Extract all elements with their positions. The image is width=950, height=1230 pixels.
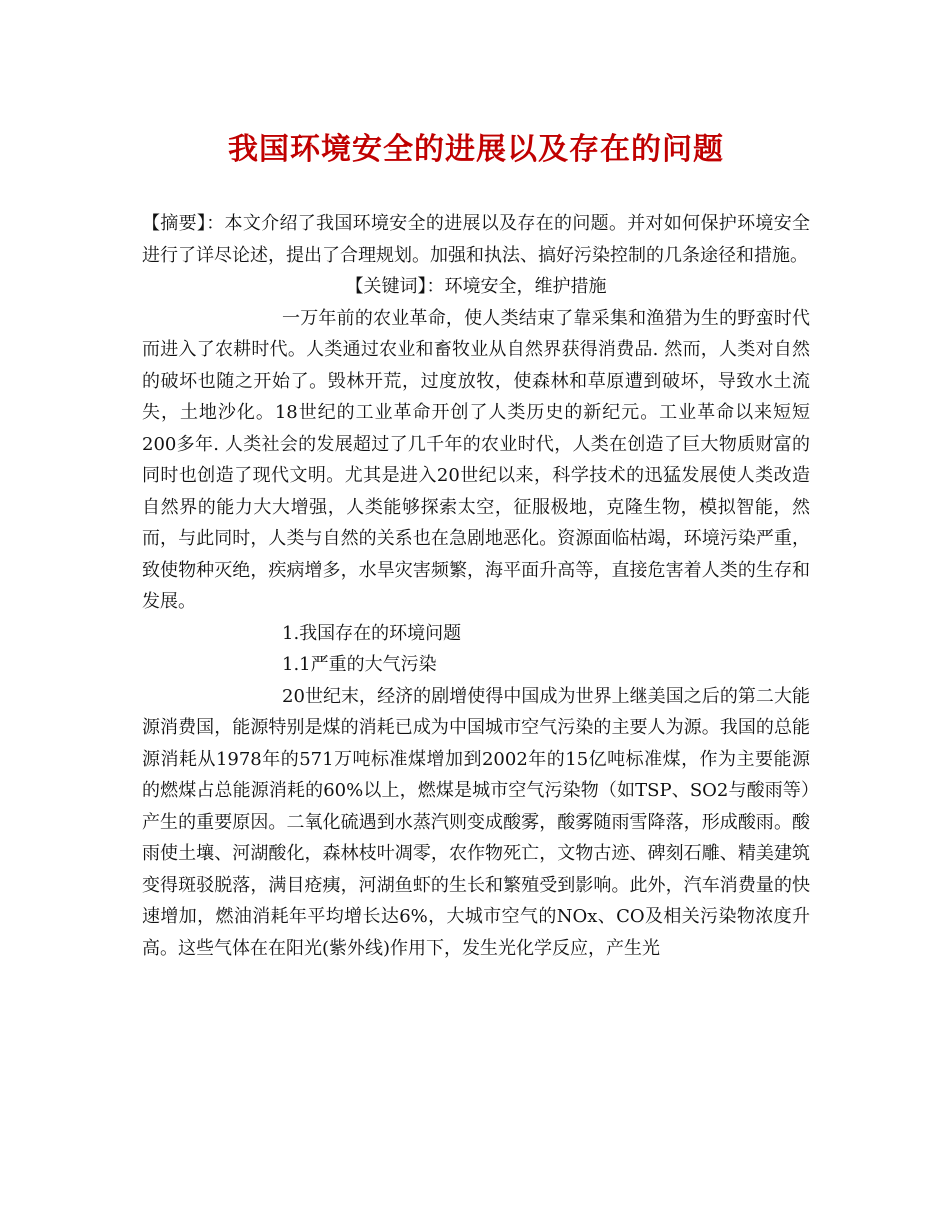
section-1-1-heading: 1.1严重的大气污染 (282, 654, 437, 675)
intro-paragraph: 一万年前的农业革命，使人类结束了靠采集和渔猎为生的野蛮时代而进入了农耕时代。人类通过农业和畜牧业从自然界获得消费品. 然而，人类对自然的破坏也随之开始了。毁林开荒，过度放牧，使森林和草原遭到破坏，导致水土流失，土地沙化。18世纪的工业革命开创了人类历史的新纪元。工业革命以来短短200多年. 人类社会的发展超过了几千年的农业时代，人类在创造了巨大物质财富的同时也创造了现代文明。尤其是进入20世纪以来，科学技术的迅猛发展使人类改造自然界的能力大大增强，人类能够探索太空，征服极地，克隆生物，模拟智能，然而，与此同时，人类与自然的关系也在急剧地恶化。资源面临枯竭，环境污染严重，致使物种灭绝，疾病增多，水旱灾害频繁，海平面升高等，直接危害着人类的生存和发展。 (142, 307, 810, 612)
section-1-1-paragraph: 20世纪末，经济的剧增使得中国成为世界上继美国之后的第二大能源消费国，能源特别是煤的消耗已成为中国城市空气污染的主要人为源。我国的总能源消耗从1978年的571万吨标准煤增加到2002年的15亿吨标准煤，作为主要能源的燃煤占总能源消耗的60%以上，燃煤是城市空气污染物（如TSP、SO2与酸雨等）产生的重要原因。二氧化硫遇到水蒸汽则变成酸雾，酸雾随雨雪降落，形成酸雨。酸雨使土壤、河湖酸化，森林枝叶凋零，农作物死亡，文物古迹、碑刻石雕、精美建筑变得斑驳脱落，满目疮痍，河湖鱼虾的生长和繁殖受到影响。此外，汽车消费量的快速增加，燃油消耗年平均增长达6%，大城市空气的NOx、CO及相关污染物浓度升高。这些气体在在阳光(紫外线)作用下，发生光化学反应，产生光 (142, 685, 810, 959)
document-title: 我国环境安全的进展以及存在的问题 (228, 132, 724, 167)
section-1-heading: 1.我国存在的环境问题 (282, 622, 462, 644)
document-page (142, 128, 810, 964)
abstract-paragraph: 【摘要】：本文介绍了我国环境安全的进展以及存在的问题。并对如何保护环境安全进行了详尽论述，提出了合理规划。加强和执法、搞好污染控制的几条途径和措施。 (142, 213, 810, 266)
keywords-line: 【关键词】：环境安全，维护措施 (345, 276, 607, 297)
